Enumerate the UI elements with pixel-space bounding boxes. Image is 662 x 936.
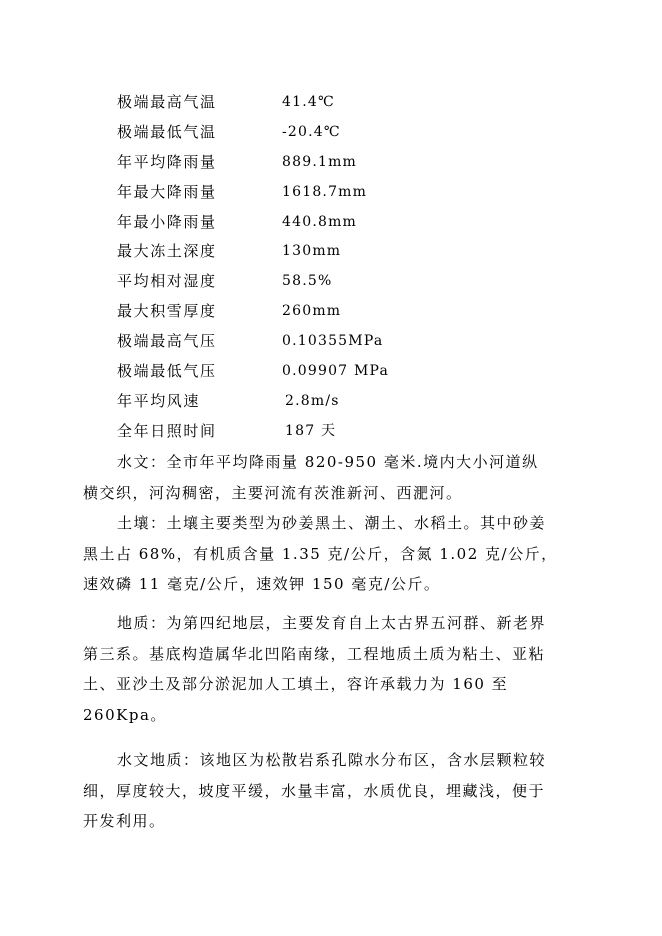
climate-value: 440.8mm <box>282 213 358 230</box>
climate-row <box>117 297 577 327</box>
soil-paragraph <box>83 508 583 600</box>
paragraph-line: 土壤：土壤主要类型为砂姜黑土、潮土、水稻土。其中砂姜 <box>117 514 547 532</box>
hydrology-paragraph <box>83 447 583 508</box>
climate-value: 2.8m/s <box>285 392 340 409</box>
paragraph-line: 第三系。基底构造属华北凹陷南缘，工程地质土质为粘土、亚粘 <box>83 644 546 663</box>
climate-label: 年最小降雨量 <box>117 212 217 231</box>
climate-row <box>117 237 577 267</box>
climate-row <box>117 267 577 297</box>
climate-label: 极端最高气压 <box>117 332 217 351</box>
climate-value: 58.5% <box>282 273 333 290</box>
climate-label: 极端最低气温 <box>117 122 217 141</box>
climate-label: 极端最低气压 <box>117 362 217 381</box>
climate-row <box>117 178 577 208</box>
climate-row <box>117 327 577 357</box>
paragraph-line: 细，厚度较大，坡度平缓，水量丰富，水质优良，埋藏浅，便于 <box>83 781 546 800</box>
climate-value: 41.4℃ <box>282 94 335 110</box>
climate-label: 极端最高气温 <box>117 93 217 111</box>
climate-value: 130mm <box>282 243 342 260</box>
climate-value: 889.1mm <box>282 153 358 170</box>
climate-label: 平均相对湿度 <box>117 272 217 291</box>
paragraph-line: 水文地质：该地区为松散岩系孔隙水分布区，含水层颗粒较 <box>117 751 547 769</box>
climate-label: 全年日照时间 <box>117 421 217 440</box>
climate-row <box>117 208 577 238</box>
climate-label: 年平均降雨量 <box>117 152 217 171</box>
climate-value: 0.09907 MPa <box>282 363 390 380</box>
paragraph-line: 地质：为第四纪地层，主要发育自上太古界五河群、新老界 <box>117 614 547 632</box>
paragraph-line: 260Kpa。 <box>83 705 167 724</box>
climate-label: 最大积雪厚度 <box>117 302 217 321</box>
hydrogeology-paragraph <box>83 745 583 837</box>
climate-row <box>117 417 577 447</box>
climate-value: 260mm <box>282 303 342 320</box>
climate-value: 0.10355MPa <box>282 333 384 350</box>
geology-paragraph <box>83 608 583 730</box>
climate-label: 年平均风速 <box>117 391 201 410</box>
climate-data-list <box>117 88 577 447</box>
climate-row <box>117 148 577 178</box>
paragraph-line: 速效磷 11 毫克/公斤，速效钾 150 毫克/公斤。 <box>83 575 441 593</box>
climate-value: 187 天 <box>285 422 337 439</box>
climate-row <box>117 118 577 148</box>
paragraph-line: 黑土占 68%，有机质含量 1.35 克/公斤，含氮 1.02 克/公斤， <box>83 544 558 563</box>
paragraph-line: 开发利用。 <box>83 812 166 830</box>
paragraph-line: 水文：全市年平均降雨量 820-950 毫米.境内大小河道纵 <box>117 453 539 471</box>
climate-value: 1618.7mm <box>282 183 368 200</box>
paragraph-line: 土、亚沙土及部分淤泥加人工填土，容许承载力为 160 至 <box>83 675 509 693</box>
climate-row <box>117 357 577 387</box>
climate-row <box>117 88 577 118</box>
climate-label: 年最大降雨量 <box>117 182 217 201</box>
climate-row <box>117 387 577 417</box>
climate-label: 最大冻土深度 <box>117 242 217 261</box>
paragraph-line: 横交织，河沟稠密，主要河流有茨淮新河、西淝河。 <box>83 483 463 502</box>
climate-value: -20.4℃ <box>282 123 341 140</box>
